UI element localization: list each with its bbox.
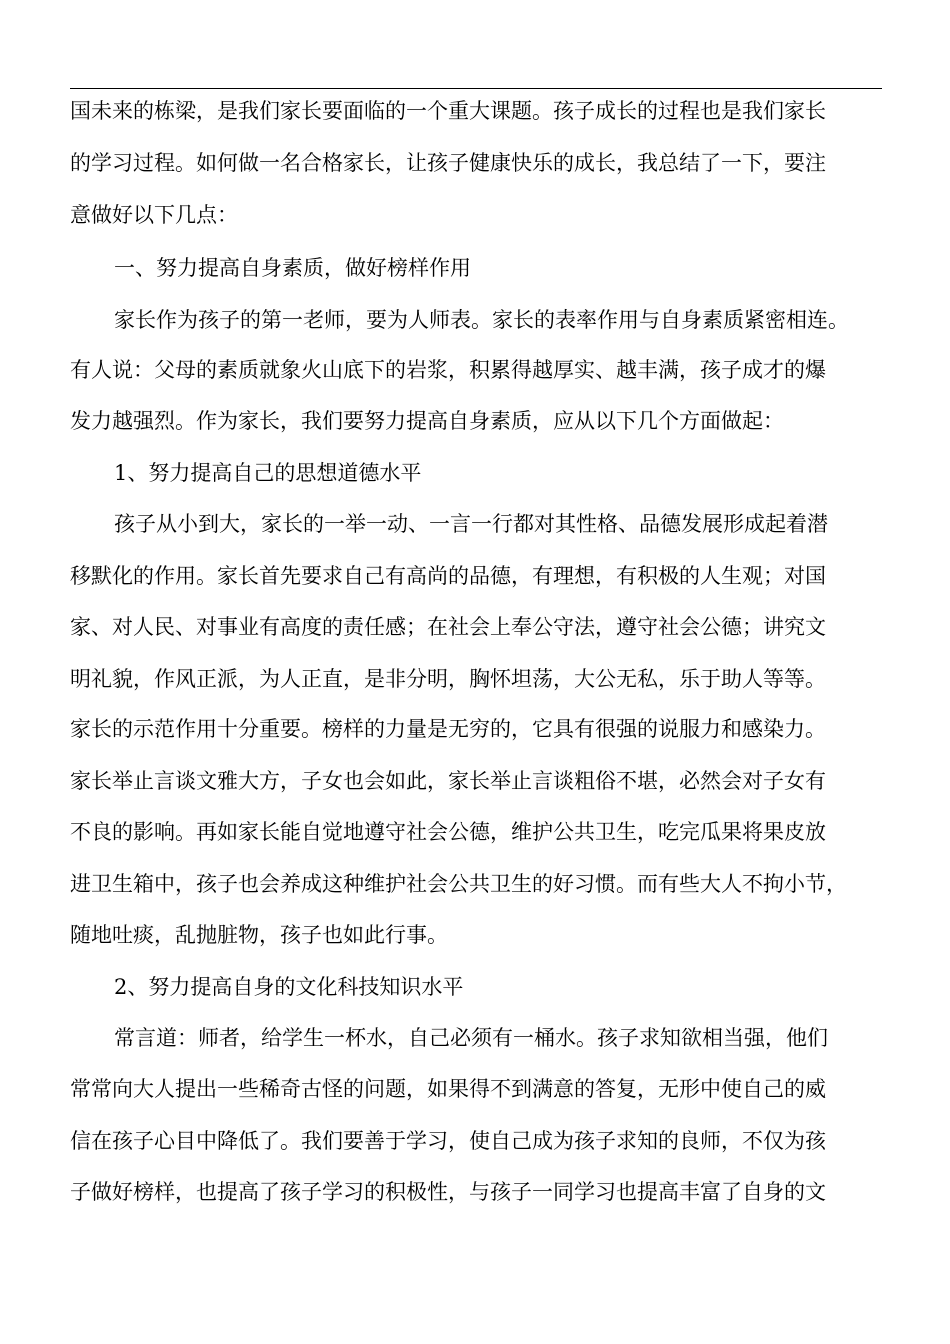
- section-heading: 一、努力提高自身素质，做好榜样作用: [114, 256, 471, 280]
- subsection-heading: 1、努力提高自己的思想道德水平: [114, 461, 422, 485]
- text-line: 明礼貌，作风正派，为人正直，是非分明，胸怀坦荡，大公无私，乐于助人等等。: [70, 667, 826, 691]
- text-line: 有人说：父母的素质就象火山底下的岩浆，积累得越厚实、越丰满，孩子成才的爆: [70, 358, 826, 382]
- text-line: 家长作为孩子的第一老师，要为人师表。家长的表率作用与自身素质紧密相连。: [114, 308, 849, 332]
- subsection-heading: 2、努力提高自身的文化科技知识水平: [114, 975, 464, 999]
- text-line: 国未来的栋梁，是我们家长要面临的一个重大课题。孩子成长的过程也是我们家长: [70, 99, 826, 123]
- text-line: 孩子从小到大，家长的一举一动、一言一行都对其性格、品德发展形成起着潜: [114, 512, 828, 536]
- text-line: 发力越强烈。作为家长，我们要努力提高自身素质，应从以下几个方面做起：: [70, 409, 784, 433]
- text-line: 子做好榜样，也提高了孩子学习的积极性，与孩子一同学习也提高丰富了自身的文: [70, 1180, 826, 1204]
- text-line: 移默化的作用。家长首先要求自己有高尚的品德，有理想，有积极的人生观；对国: [70, 564, 826, 588]
- text-line: 的学习过程。如何做一名合格家长，让孩子健康快乐的成长，我总结了一下，要注: [70, 151, 826, 175]
- text-line: 家、对人民、对事业有高度的责任感；在社会上奉公守法，遵守社会公德；讲究文: [70, 615, 826, 639]
- text-line: 家长举止言谈文雅大方，子女也会如此，家长举止言谈粗俗不堪，必然会对子女有: [70, 769, 826, 793]
- text-line: 常言道：师者，给学生一杯水，自己必须有一桶水。孩子求知欲相当强，他们: [114, 1026, 828, 1050]
- text-line: 不良的影响。再如家长能自觉地遵守社会公德，维护公共卫生，吃完瓜果将果皮放: [70, 820, 826, 844]
- header-rule: [70, 88, 882, 89]
- text-line: 家长的示范作用十分重要。榜样的力量是无穷的，它具有很强的说服力和感染力。: [70, 717, 826, 741]
- text-line: 进卫生箱中，孩子也会养成这种维护社会公共卫生的好习惯。而有些大人不拘小节，: [70, 872, 847, 896]
- text-line: 常常向大人提出一些稀奇古怪的问题，如果得不到满意的答复，无形中使自己的威: [70, 1077, 826, 1101]
- text-line: 信在孩子心目中降低了。我们要善于学习，使自己成为孩子求知的良师，不仅为孩: [70, 1129, 826, 1153]
- text-line: 随地吐痰，乱抛脏物，孩子也如此行事。: [70, 923, 448, 947]
- text-line: 意做好以下几点：: [70, 203, 238, 227]
